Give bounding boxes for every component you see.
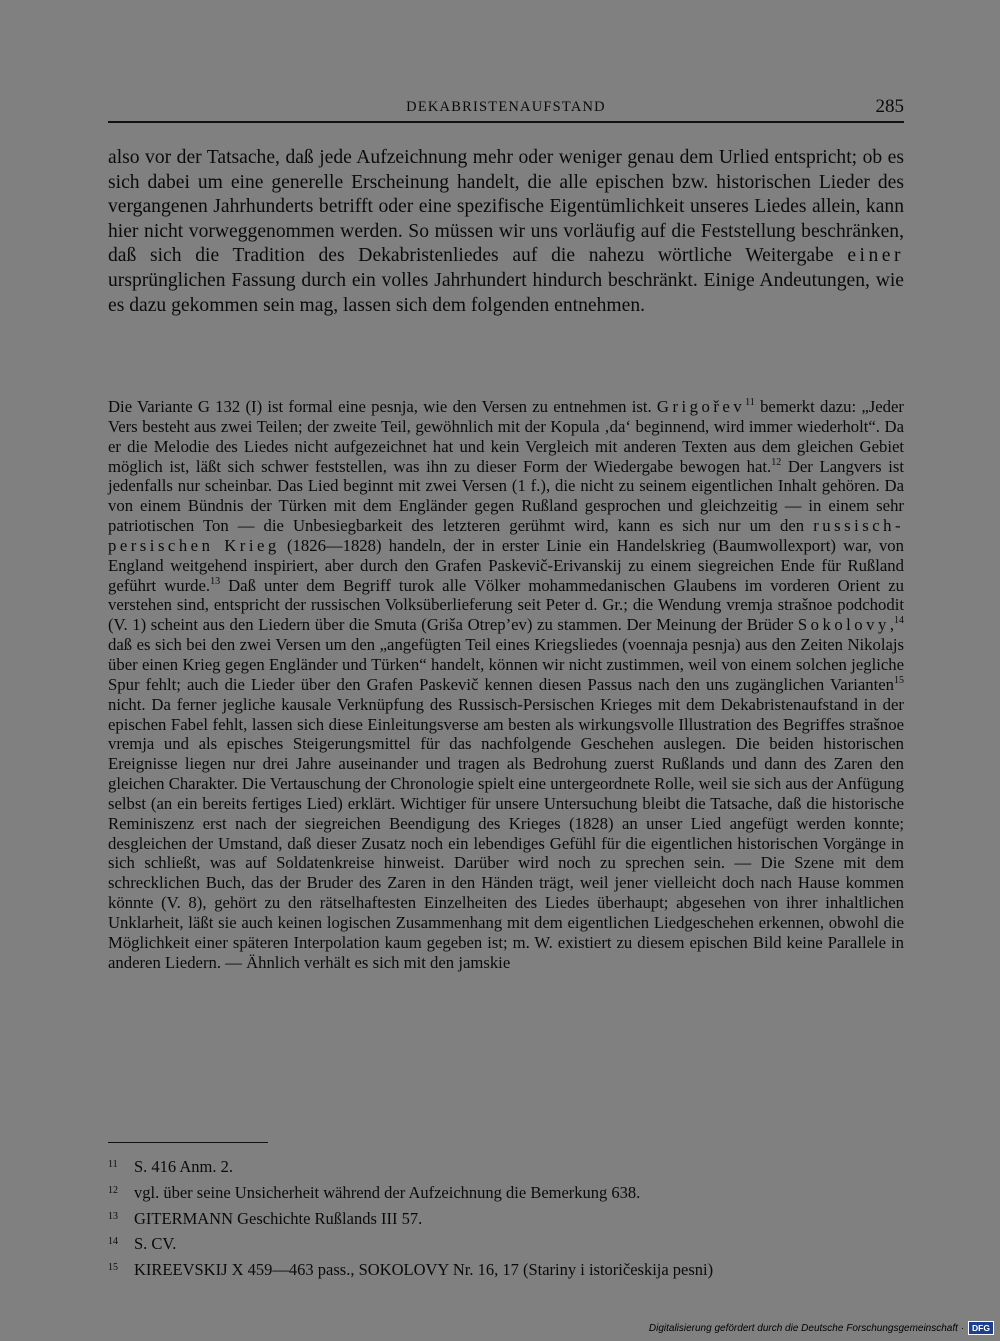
header-rule	[108, 121, 904, 123]
footnote-ref-15: 15	[894, 674, 904, 686]
body-text-segment: bemerkt dazu: „Jeder Vers besteht aus zwei Teilen; der zweite Teil, gewöhnlich mit der Kopula ‚da‘ beginnend, wird immer wiederholt“. Da er die Melodie des Liedes nicht aufgezeichnet hat und kein Vergleich mit anderen Texten aus dem gleichen Gebiet möglich ist, läßt sich schwer feststellen, was ihn zu dieser Form der Wiedergabe bewogen hat.	[108, 397, 904, 476]
body-text-segment: daß es sich bei den zwei Versen um den „angefügten Teil eines Kriegsliedes (voennaja pesnja) aus den Zeiten Nikolajs über einen Krieg gegen Engländer und Türken“ handelt, können wir nicht zustimmen, weil von einem solchen jegliche Spur fehlt; auch die Lieder über den Grafen Paskevič kennen diesen Passus nach den uns zugänglichen Varianten	[108, 635, 904, 694]
footnote-text: S. 416 Anm. 2.	[134, 1157, 234, 1176]
footnote-rule	[108, 1142, 268, 1143]
page-number: 285	[875, 96, 904, 117]
body-paragraph: Die Variante G 132 (I) ist formal eine pesnja, wie den Versen zu entnehmen ist. Grigořev$^{11}$ bemerkt dazu: „Jeder Vers besteht aus zwei Teilen; der zweite Teil, gewöhnlich mit der Kopula ‚da‘ beginnend, wird immer wiederholt“. Da er die Melodie des Liedes nicht aufgezeichnet hat und kein Vergleich mit anderen Texten aus dem gleichen Gebiet möglich ist, läßt sich schwer feststellen, was ihn zu dieser Form der Wiedergabe bewogen hat.$^{12}$ Der Langvers ist jedenfalls nur scheinbar. Das Lied beginnt mit zwei Versen (1 f.), die nicht zu seinem eigentlichen Inhalt gehören. Da von einem Bündnis der Türken mit dem Engländer gegen Rußland gesprochen und gleichzeitig — in einem sehr patriotischen Ton — die Unbesiegbarkeit des letzteren gerühmt wird, kann es sich nur um den russisch-persischen Krieg (1826—1828) handeln, der in erster Linie ein Handelskrieg (Baumwollexport) war, von England weitgehend inspiriert, aber durch den Grafen Paskevič-Erivanskij zu einem siegreichen Ende für Rußland geführt wurde.$^{13}$ Daß unter dem Begriff turok alle Völker mohammedanischen Glaubens im vorderen Orient zu verstehen sind, entspricht der russischen Volksüberlieferung seit Peter d. Gr.; die Wendung vremja strašnoe podchodit (V. 1) scheint aus den Liedern über die Smuta (Griša Otrep’ev) zu stammen. Der Meinung der Brüder Sokolovy,$^{14}$ daß es sich bei den zwei Versen um den „angefügten Teil eines Kriegsliedes (voennaja pesnja) aus den Zeiten Nikolajs über einen Krieg gegen Engländer und Türken“ handelt, können wir nicht zustimmen, weil von einem solchen jegliche Spur fehlt; auch die Lieder über den Grafen Paskevič kennen diesen Passus nach den uns zugänglichen Varianten$^{15}$ nicht. Da ferner jegliche kausale Verknüpfung des Russisch-Persischen Krieges mit dem Dekabristenaufstand in der epischen Fabel fehlt, lassen sich diese Einleitungsverse am besten als wirkungsvolle Illustration des Begriffes strašnoe vremja und als episches Steigerungsmittel für das nachfolgende Geschehen auslegen. Die beiden historischen Ereignisse liegen nur drei Jahre auseinander und tragen als Bedrohung zuerst Rußlands und dann des Zaren den gleichen Charakter. Die Vertauschung der Chronologie spielt eine untergeordnete Rolle, weil sie sich aus der Anfügung selbst (an ein bereits fertiges Lied) erklärt. Wichtiger für unsere Untersuchung bleibt die Tatsache, daß die historische Reminiszenz erst nach der siegreichen Beendigung des Krieges (1828) an unser Lied angefügt werden konnte; desgleichen der Umstand, daß dieser Zusatz noch ein lebendiges Gefühl für die eigentlichen historischen Vorgänge in sich schließt, was auf Soldatenkreise hinweist. Darüber wird noch zu sprechen sein. — Die Szene mit dem schrecklichen Buch, das der Bruder des Zaren in den Händen trägt, weil jener vielleicht doch nach Hause kommen könnte (V. 8), gehört zu den rätselhaftesten Einzelheiten des Liedes überhaupt; abgesehen von ihrer inhaltlichen Unklarheit, läßt sie auch keinen logischen Zusammenhang mit dem eigentlichen Liedgeschehen erkennen, obwohl die Möglichkeit einer späteren Interpolation kaum gegeben ist; m. W. existiert zu diesem epischen Bild keine Parallele in anderen Liedern. — Ähnlich verhält es sich mit den jamskie	[108, 397, 905, 972]
footnote-ref-14: 14	[894, 615, 905, 627]
footnote-ref-13: 13	[210, 575, 221, 587]
running-title: DEKABRISTENAUFSTAND	[406, 99, 606, 115]
spaced-war-name: russisch-persischen Krieg	[108, 516, 905, 555]
main-paragraph	[108, 146, 904, 318]
body-text-segment: Daß unter dem Begriff turok alle Völker mohammedanischen Glaubens im vorderen Orient zu verstehen sind, entspricht der russischen Volksüberlieferung seit Peter d. Gr.; die Wendung vremja strašnoe podchodit (V. 1) scheint aus den Liedern über die Smuta (Griša Otrep’ev) zu stammen. Der Meinung der Brüder	[108, 575, 904, 635]
footnote-ref-11: 11	[745, 397, 755, 408]
footnote-text: GITERMANN Geschichte Rußlands III 57.	[134, 1208, 423, 1228]
spaced-emphasis: einer	[847, 245, 904, 267]
spaced-name-grigorev: Grigořev	[656, 397, 746, 416]
dfg-credit-text: Digitalisierung gefördert durch die Deutsche Forschungsgemeinschaft ·	[648, 1322, 965, 1334]
spaced-name-sokolovy: Sokolovy	[797, 615, 890, 635]
dfg-credit	[649, 1321, 994, 1335]
body-text-segment: nicht. Da ferner jegliche kausale Verknüpfung des Russisch-Persischen Krieges mit dem Dekabristenaufstand in der epischen Fabel fehlt, lassen sich diese Einleitungsverse am besten als wirkungsvolle Illustration des Begriffes strašnoe vremja und als episches Steigerungsmittel für das nachfolgende Geschehen auslegen. Die beiden historischen Ereignisse liegen nur drei Jahre auseinander und tragen als Bedrohung zuerst Rußlands und dann des Zaren den gleichen Charakter. Die Vertauschung der Chronologie spielt eine untergeordnete Rolle, weil sie sich aus der Anfügung selbst (an ein bereits fertiges Lied) erklärt. Wichtiger für unsere Untersuchung bleibt die Tatsache, daß die historische Reminiszenz erst nach der siegreichen Beendigung des Krieges (1828) an unser Lied angefügt werden konnte; desgleichen der Umstand, daß dieser Zusatz noch ein lebendiges Gefühl für die eigentlichen historischen Vorgänge in sich schließt, was auf Soldatenkreise hinweist. Darüber wird noch zu sprechen sein. — Die Szene mit dem schrecklichen Buch, das der Bruder des Zaren in den Händen trägt, weil jener vielleicht doch nach Hause kommen könnte (V. 8), gehört zu den rätselhaftesten Einzelheiten des Liedes überhaupt; abgesehen von ihrer inhaltlichen Unklarheit, läßt sie auch keinen logischen Zusammenhang mit dem eigentlichen Liedgeschehen erkennen, obwohl die Möglichkeit einer späteren Interpolation kaum gegeben ist; m. W. existiert zu diesem epischen Bild keine Parallele in anderen Liedern. — Ähnlich verhält es sich mit den jamskie	[108, 694, 904, 972]
main-text-part-1: also vor der Tatsache, daß jede Aufzeichnung mehr oder weniger genau dem Urlied entspricht; ob es sich dabei um eine generelle Erscheinung handelt, die alle epischen bzw. historischen Lieder des vergangenen Jahrhunderts betrifft oder eine spezifische Eigentümlichkeit unseres Liedes allein, kann hier nicht vorweggenommen werden. So müssen wir uns vorläufig auf die Feststellung beschränken, daß sich die Tradition des Dekabristenliedes auf die nahezu wörtliche Weitergabe	[108, 147, 904, 267]
dfg-logo: DFG	[968, 1321, 994, 1335]
footnote-item: 11 S. 416 Anm. 2.	[108, 1157, 234, 1176]
footnotes	[108, 1154, 904, 1283]
footnote-item: 12 vgl. über seine Unsicherheit während der Aufzeichnung die Bemerkung 638.	[108, 1182, 641, 1202]
body-text-segment: (1826—1828) handeln, der in erster Linie ein Handelskrieg (Baumwollexport) war, von England weitgehend inspiriert, aber durch den Grafen Paskevič-Erivanskij zu einem siegreichen Ende für Rußland geführt wurde.	[108, 535, 904, 595]
running-head	[108, 96, 904, 120]
footnote-item: 13 GITERMANN Geschichte Rußlands III 57.	[108, 1208, 423, 1228]
main-text-part-2: ursprünglichen Fassung durch ein volles Jahrhundert hindurch beschränkt. Einige Andeutungen, wie es dazu gekommen sein mag, lassen sich dem folgenden entnehmen.	[108, 269, 904, 316]
footnote-ref-12: 12	[771, 456, 782, 468]
body-text-segment: Die Variante G 132 (I) ist formal eine pesnja, wie den Versen zu entnehmen ist.	[108, 397, 652, 416]
footnote-item: 15 KIREEVSKIJ X 459—463 pass., SOKOLOVY Nr. 16, 17 (Stariny i istoričeskija pesni)	[108, 1260, 714, 1280]
footnote-text: vgl. über seine Unsicherheit während der Aufzeichnung die Bemerkung 638.	[134, 1182, 641, 1202]
body-text-segment: Der Langvers ist jedenfalls nur scheinbar. Das Lied beginnt mit zwei Versen (1 f.), die nicht zu seinem eigentlichen Inhalt gehören. Da von einem Bündnis der Türken mit dem Engländer gegen Rußland gesprochen und gleichzeitig — in einem sehr patriotischen Ton — die Unbesiegbarkeit des letzteren gerühmt wird, kann es sich nur um den	[108, 456, 905, 536]
footnote-text: KIREEVSKIJ X 459—463 pass., SOKOLOVY Nr. 16, 17 (Stariny i istoričeskija pesni)	[134, 1260, 714, 1280]
footnote-text: S. CV.	[134, 1234, 177, 1254]
footnote-item: 14 S. CV.	[108, 1234, 177, 1254]
